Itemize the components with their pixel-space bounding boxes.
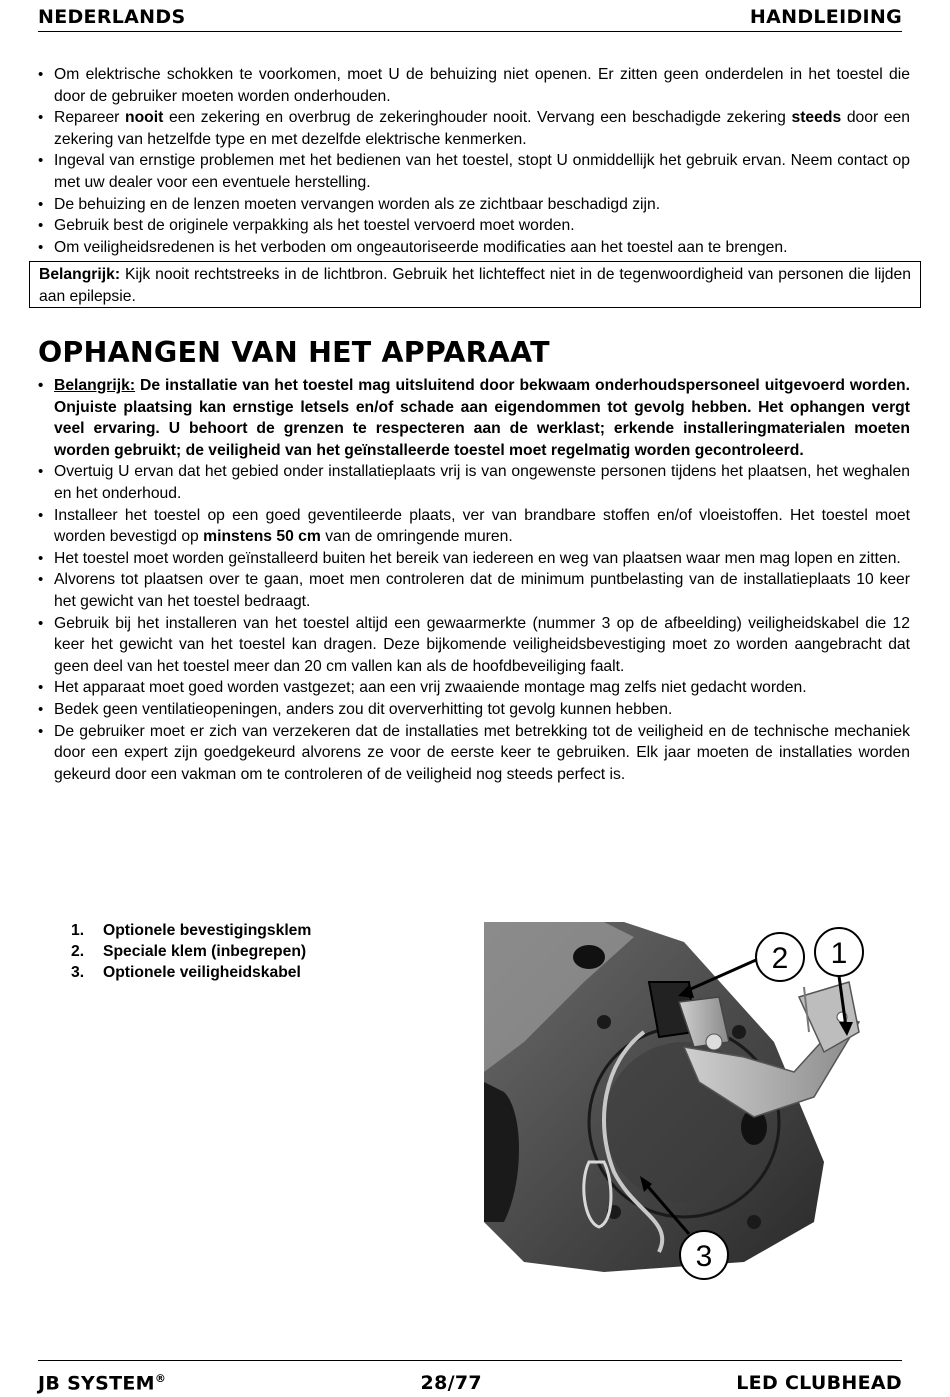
list-item: • Bedek geen ventilatieopeningen, anders zou dit oververhitting tot gevolg kunnen hebben. — [38, 699, 910, 721]
important-notice-box — [29, 261, 921, 308]
page-header — [38, 2, 902, 32]
mounting-photo — [484, 922, 877, 1294]
footer-brand: JB SYSTEM® — [38, 1371, 167, 1394]
safety-list-container — [38, 64, 910, 258]
callout-3-label: 3 — [695, 1240, 713, 1273]
list-item: • Overtuig U ervan dat het gebied onder installatieplaats vrij is van ongewenste personen tijdens het plaatsen, het weghalen en het onderhoud. — [38, 461, 910, 504]
mounting-list-container — [38, 375, 910, 785]
list-item: • Belangrijk: De installatie van het toestel mag uitsluitend door bekwaam onderhoudspersoneel uitgevoerd worden. Onjuiste plaatsing kan ernstige letsels en/of schade aan eigendommen tot gevolg hebben. Het ophangen vergt veel ervaring. U behoort de grenzen te respecteren aan de werklast; erkende installeringmaterialen moeten worden gebruikt; de veiligheid van het geïnstalleerde toestel moet regelmatig worden gecontroleerd. — [38, 375, 910, 461]
important-label: Belangrijk: — [54, 377, 136, 394]
footer-page-number: 28/77 — [420, 1372, 482, 1394]
callout-1-label: 1 — [830, 937, 848, 970]
list-item: 1. Optionele bevestigingsklem — [71, 922, 312, 939]
header-doc-type: HANDLEIDING — [749, 6, 902, 28]
page-footer — [38, 1360, 902, 1394]
list-item: • Het toestel moet worden geïnstalleerd buiten het bereik van iedereen en weg van plaatsen waar men mag lopen en zitten. — [38, 548, 910, 570]
footer-product: LED CLUBHEAD — [736, 1372, 902, 1394]
list-item: • Om elektrische schokken te voorkomen, moet U de behuizing niet openen. Er zitten geen onderdelen in het toestel die door de gebruiker moeten worden onderhouden. — [38, 64, 910, 107]
list-item: • De gebruiker moet er zich van verzekeren dat de installaties met betrekking tot de veiligheid en de technische mechaniek door een expert zijn goedgekeurd alvorens ze voor de eerste keer te gebruiken. Elk jaar moeten de installaties worden gekeurd door een vakman om te controleren of de veiligheid nog steeds perfect is. — [38, 721, 910, 786]
safety-list — [38, 64, 910, 258]
notice-label: Belangrijk: — [39, 266, 121, 283]
list-item: • Gebruik bij het installeren van het toestel altijd een gewaarmerkte (nummer 3 op de afbeelding) veiligheidskabel die 12 keer het gewicht van het toestel kan dragen. Deze bijkomende veiligheidsbevestiging moet zo worden aangebracht dat geen deel van het toestel meer dan 20 cm vallen kan als de hoofdbeveiliging faalt. — [38, 613, 910, 678]
list-item: • Alvorens tot plaatsen over te gaan, moet men controleren dat de minimum puntbelasting van de installatieplaats 10 keer het gewicht van het toestel bedraagt. — [38, 569, 910, 612]
list-item: • Ingeval van ernstige problemen met het bedienen van het toestel, stopt U onmiddellijk het gebruik ervan. Neem contact op met uw dealer voor een eventuele herstelling. — [38, 150, 910, 193]
list-item: 3. Optionele veiligheidskabel — [71, 964, 301, 981]
callout-2-label: 2 — [771, 942, 789, 975]
notice-text: Kijk nooit rechtstreeks in de lichtbron. Gebruik het lichteffect niet in de tegenwoordigheid van personen die lijden aan epilepsie. — [39, 266, 911, 305]
parts-list — [71, 920, 311, 983]
mounting-list — [38, 375, 910, 785]
list-item: • Het apparaat moet goed worden vastgezet; aan een vrij zwaaiende montage mag zelfs niet gedacht worden. — [38, 677, 910, 699]
list-item: • Installeer het toestel op een goed geventileerde plaats, ver van brandbare stoffen en/of vloeistoffen. Het toestel moet worden bevestigd op minstens 50 cm van de omringende muren. — [38, 505, 910, 548]
list-item: • Gebruik best de originele verpakking als het toestel vervoerd moet worden. — [38, 215, 910, 237]
header-language: NEDERLANDS — [38, 6, 186, 28]
list-item: • Repareer nooit een zekering en overbrug de zekeringhouder nooit. Vervang een beschadigde zekering steeds door een zekering van hetzelfde type en met dezelfde elektrische kenmerken. — [38, 107, 910, 150]
list-item: 2. Speciale klem (inbegrepen) — [71, 943, 307, 960]
list-item: • Om veiligheidsredenen is het verboden om ongeautoriseerde modificaties aan het toestel aan te brengen. — [38, 237, 910, 259]
section-title: OPHANGEN VAN HET APPARAAT — [38, 336, 550, 369]
list-item: • De behuizing en de lenzen moeten vervangen worden als ze zichtbaar beschadigd zijn. — [38, 194, 910, 216]
